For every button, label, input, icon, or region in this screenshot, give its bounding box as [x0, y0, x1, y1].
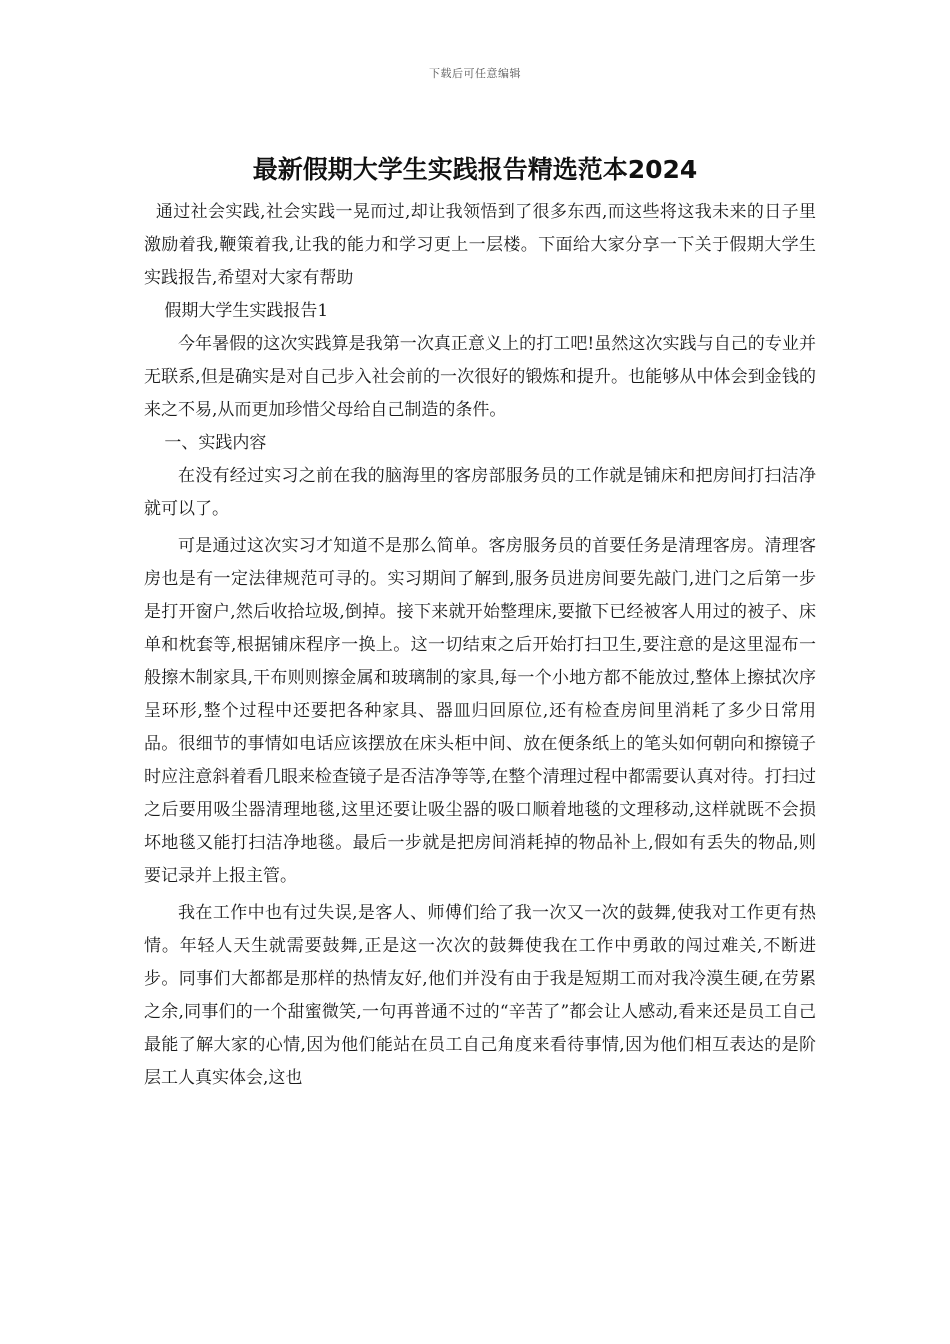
paragraph: 今年暑假的这次实践算是我第一次真正意义上的打工吧!虽然这次实践与自己的专业并无联系,但是确实是对自己步入社会前的一次很好的锻炼和提升。也能够从中体会到金钱的来之不易,从而更加珍惜父母给自己制造的条件。: [144, 334, 816, 420]
paragraph: 在没有经过实习之前在我的脑海里的客房部服务员的工作就是铺床和把房间打扫洁净就可以了。: [144, 466, 816, 519]
header-note: 下载后可任意编辑: [429, 67, 521, 80]
document-body: [144, 196, 816, 1095]
intro-paragraph: 通过社会实践,社会实践一晃而过,却让我领悟到了很多东西,而这些将这我未来的日子里激励着我,鞭策着我,让我的能力和学习更上一层楼。下面给大家分享一下关于假期大学生实践报告,希望对大家有帮助: [144, 202, 816, 288]
paragraph: 我在工作中也有过失误,是客人、师傅们给了我一次又一次的鼓舞,使我对工作更有热情。年轻人天生就需要鼓舞,正是这一次次的鼓舞使我在工作中勇敢的闯过难关,不断进步。同事们大都都是那样的热情友好,他们并没有由于我是短期工而对我冷漠生硬,在劳累之余,同事们的一个甜蜜微笑,一句再普通不过的“辛苦了”都会让人感动,看来还是员工自己最能了解大家的心情,因为他们能站在员工自己角度来看待事情,因为他们相互表达的是阶层工人真实体会,这也: [144, 903, 816, 1088]
document-title: 最新假期大学生实践报告精选范本2024: [252, 155, 698, 184]
paragraph: 可是通过这次实习才知道不是那么简单。客房服务员的首要任务是清理客房。清理客房也是有一定法律规范可寻的。实习期间了解到,服务员进房间要先敲门,进门之后第一步是打开窗户,然后收拾垃圾,倒掉。接下来就开始整理床,要撤下已经被客人用过的被子、床单和枕套等,根据铺床程序一换上。这一切结束之后开始打扫卫生,要注意的是这里湿布一般擦木制家具,干布则则擦金属和玻璃制的家具,每一个小地方都不能放过,整体上擦拭次序呈环形,整个过程中还要把各种家具、器皿归回原位,还有检查房间里消耗了多少日常用品。很细节的事情如电话应该摆放在床头柜中间、放在便条纸上的笔头如何朝向和擦镜子时应注意斜着看几眼来检查镜子是否洁净等等,在整个清理过程中都需要认真对待。打扫过之后要用吸尘器清理地毯,这里还要让吸尘器的吸口顺着地毯的文理移动,这样就既不会损坏地毯又能打扫洁净地毯。最后一步就是把房间消耗掉的物品补上,假如有丢失的物品,则要记录并上报主管。: [144, 536, 816, 886]
section-heading-report-1: 假期大学生实践报告1: [164, 301, 329, 321]
section-heading-practice-content: 一、实践内容: [164, 433, 267, 453]
